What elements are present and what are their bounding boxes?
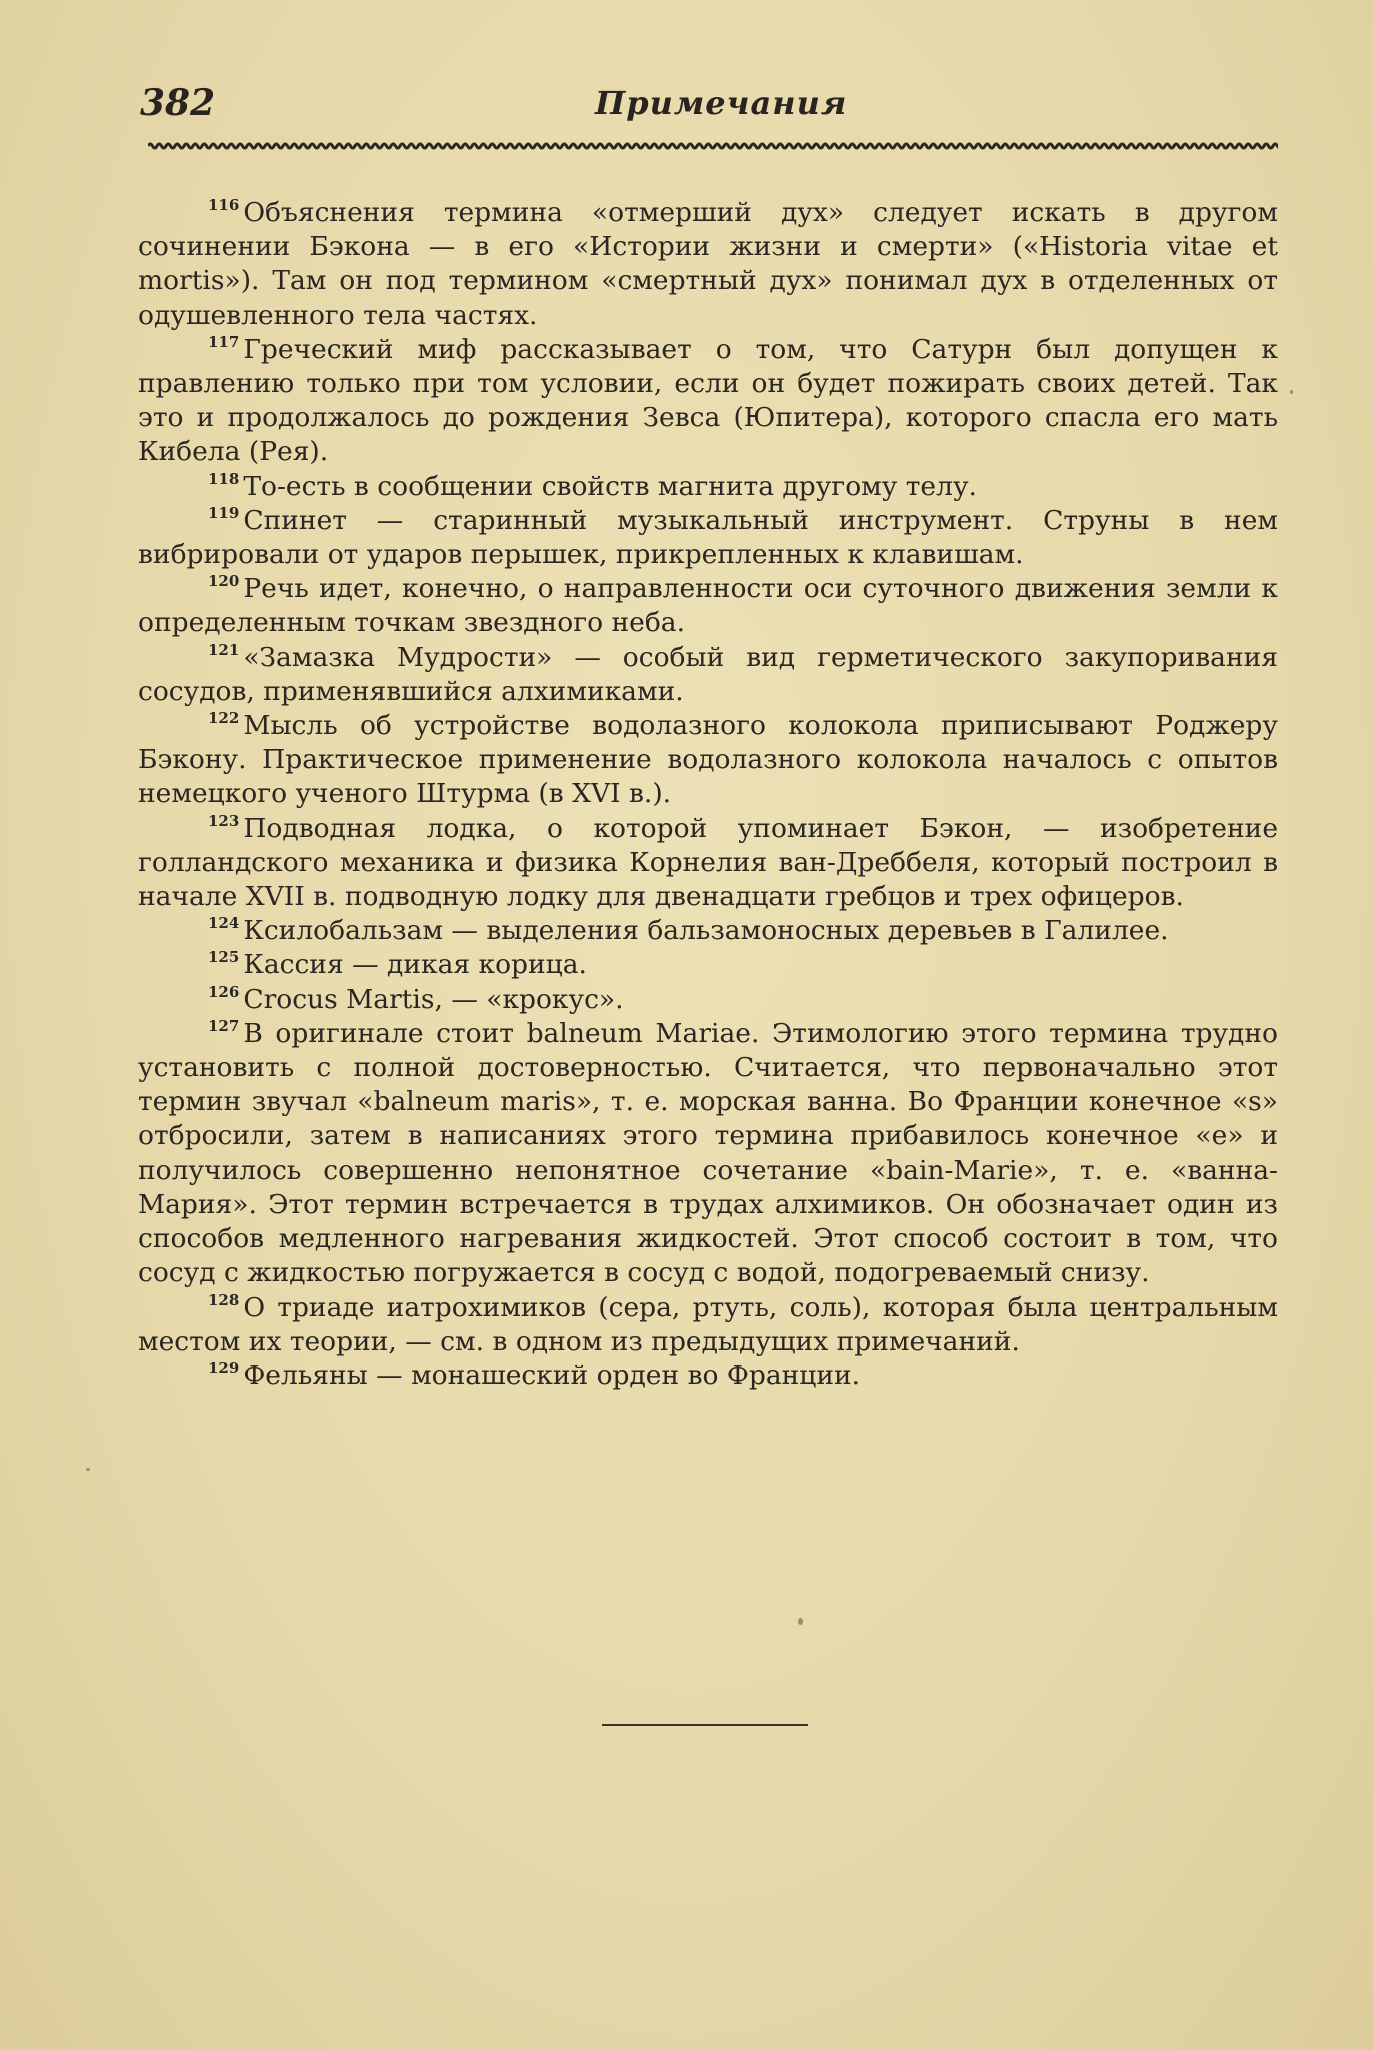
footnote-text: Ксилобальзам — выделения бальзамоносных деревьев в Галилее. — [243, 915, 1169, 947]
footnote-number: 125 — [208, 948, 240, 967]
footnote-number: 127 — [208, 1016, 240, 1035]
footnote-122 — [138, 709, 1278, 812]
footnote-number: 120 — [208, 572, 240, 591]
footnote-number: 124 — [208, 914, 240, 933]
footnote-118 — [138, 470, 1278, 504]
running-title: Примечания — [595, 84, 848, 122]
footnote-number: 121 — [208, 640, 240, 659]
footnote-126 — [138, 983, 1278, 1017]
footnote-number: 119 — [208, 503, 240, 522]
footnote-125 — [138, 948, 1278, 982]
footnote-number: 129 — [208, 1358, 240, 1377]
paper-speck — [1290, 390, 1293, 394]
footnote-text: «Замазка Мудрости» — особый вид герметического закупоривания сосудов, применявшийся алхимиками. — [138, 641, 1278, 707]
footnote-text: В оригинале стоит balneum Mariae. Этимологию этого термина трудно установить с полной достоверностью. Считается, что первоначально этот термин звучал «balneum maris», т. е. морская ванна. Во Франции конечное «s» отбросили, затем в написаниях этого термина прибавилось конечное «e» и получилось совершенно непонятное сочетание «bain-Marie», т. е. «ванна-Мария». Этот термин встречается в трудах алхимиков. Он обозначает один из способов медленного нагревания жидкостей. Этот способ состоит в том, что сосуд с жидкостью погружается в сосуд с водой, подогреваемый снизу. — [138, 1017, 1278, 1289]
footnote-number: 118 — [208, 469, 240, 488]
footnote-119 — [138, 504, 1278, 572]
paper-speck — [86, 1468, 90, 1471]
footnote-123 — [138, 812, 1278, 915]
footnote-text: Кассия — дикая корица. — [243, 949, 587, 981]
footnote-text: Речь идет, конечно, о направленности оси суточного движения земли к определенным точкам звездного неба. — [138, 573, 1278, 639]
footnote-number: 123 — [208, 811, 240, 830]
footnote-117 — [138, 333, 1278, 470]
wavy-rule-divider — [148, 138, 1278, 154]
footnote-text: То-есть в сообщении свойств магнита другому телу. — [243, 470, 977, 502]
page-header — [140, 82, 1280, 132]
footnote-text: Спинет — старинный музыкальный инструмент. Струны в нем вибрировали от ударов перышек, прикрепленных к клавишам. — [138, 504, 1278, 571]
footnote-text: Crocus Martis, — «крокус». — [243, 983, 624, 1015]
footnote-number: 126 — [208, 982, 240, 1001]
footnote-116 — [138, 196, 1278, 333]
page-number: 382 — [140, 82, 216, 124]
footnote-text: Фельяны — монашеский орден во Франции. — [243, 1359, 861, 1391]
footnote-121 — [138, 641, 1278, 709]
footnote-number: 122 — [208, 709, 240, 728]
footnote-128 — [138, 1291, 1278, 1359]
footnote-number: 117 — [208, 332, 240, 351]
footnote-127 — [138, 1017, 1278, 1291]
footnote-number: 128 — [208, 1290, 240, 1309]
paper-speck — [798, 1618, 803, 1625]
footnote-text: О триаде иатрохимиков (сера, ртуть, соль), которая была центральным местом их теории, — см. в одном из предыдущих примечаний. — [138, 1291, 1278, 1357]
footnote-text: Мысль об устройстве водолазного колокола приписывают Роджеру Бэкону. Практическое применение водолазного колокола началось с опытов немецкого ученого Штурма (в XVI в.). — [138, 710, 1278, 810]
end-rule-divider — [602, 1724, 808, 1726]
footnote-text: Греческий миф рассказывает о том, что Сатурн был допущен к правлению только при том условии, если он будет пожирать своих детей. Так это и продолжалось до рождения Зевса (Юпитера), которого спасла его мать Кибела (Рея). — [138, 333, 1278, 468]
footnotes-list — [138, 196, 1278, 1393]
footnote-number: 116 — [208, 196, 240, 214]
footnote-124 — [138, 914, 1278, 948]
footnote-text: Подводная лодка, о которой упоминает Бэкон, — изобретение голландского механика и физика Корнелия ван-Дреббеля, который построил в начале XVII в. подводную лодку для двенадцати гребцов и трех офицеров. — [138, 812, 1278, 913]
footnote-120 — [138, 572, 1278, 640]
footnote-129 — [138, 1359, 1278, 1393]
footnote-text: Объяснения термина «отмерший дух» следует искать в другом сочинении Бэкона — в его «Истории жизни и смерти» («Historia vitae et mortis»). Там он под термином «смертный дух» понимал дух в отделенных от одушевленного тела частях. — [138, 197, 1278, 331]
